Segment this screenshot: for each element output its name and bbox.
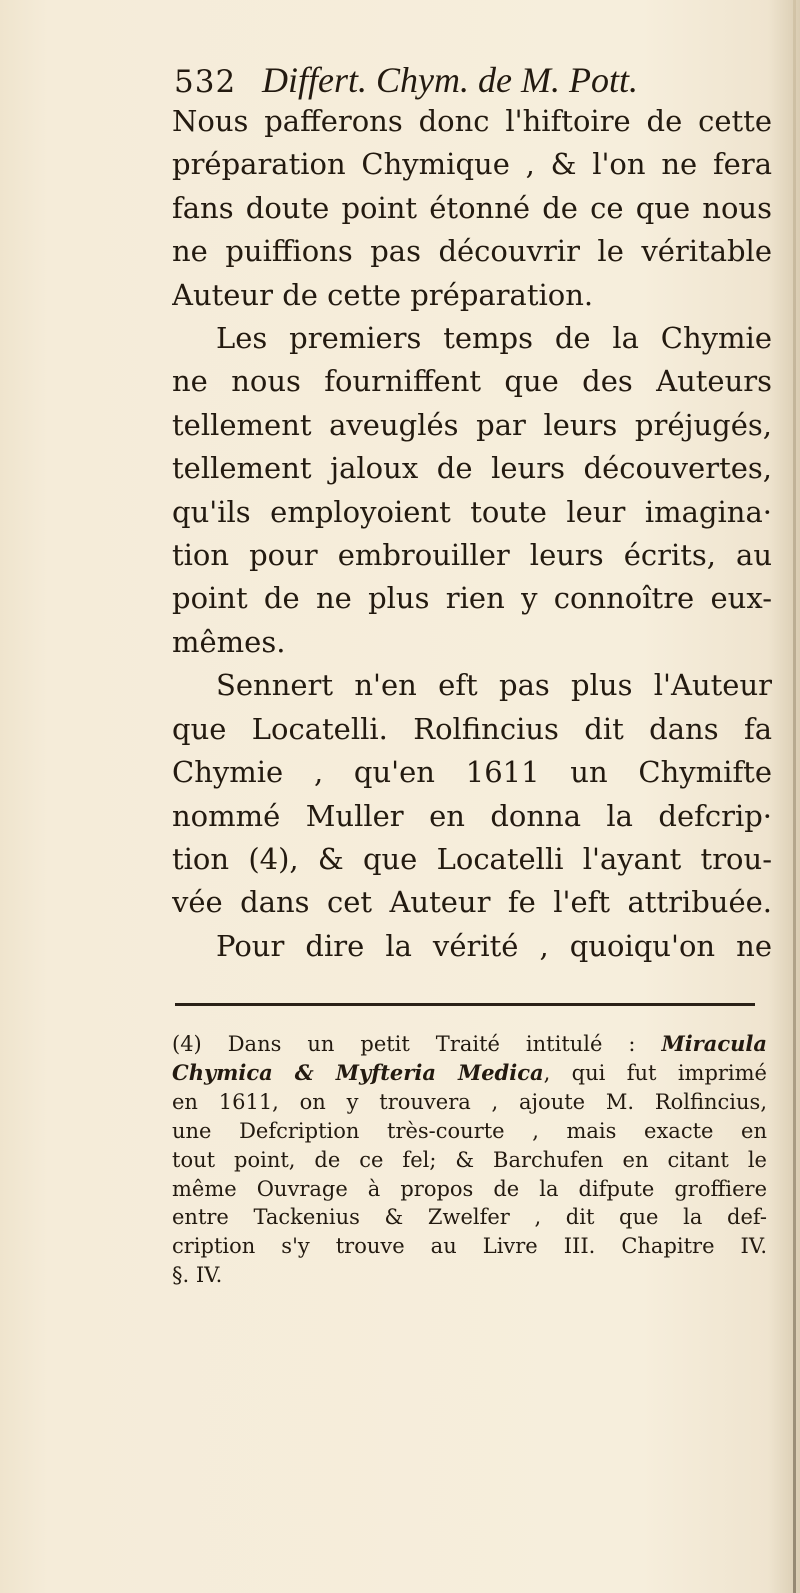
text-line: Sennert n'en eft pas plus l'Auteur — [216, 668, 772, 703]
footnote-rule — [175, 1003, 755, 1006]
text-line: que Locatelli. Rolfincius dit dans fa — [172, 711, 772, 746]
page-number: 532 — [174, 64, 237, 100]
footnote-line: §. IV. — [172, 1263, 223, 1288]
text-line: Les premiers temps de la Chymie — [216, 321, 772, 356]
text-line: tion pour embrouiller leurs écrits, au — [172, 538, 772, 573]
text-line: Nous pafferons donc l'hiftoire de cette — [172, 104, 772, 138]
footnote-line: (4) Dans un petit Traité intitulé : Miracula — [172, 1031, 767, 1056]
text-line: mêmes. — [172, 624, 286, 659]
text-line: ne nous fourniffent que des Auteurs — [172, 364, 772, 399]
footnote-line: tout point, de ce fel; & Barchufen en citant le — [172, 1147, 767, 1172]
text-line: ne puiffions pas découvrir le véritable — [172, 234, 772, 269]
footnote-line: entre Tackenius & Zwelfer , dit que la def- — [172, 1205, 767, 1230]
page-edge-shadow — [793, 0, 796, 1593]
running-header — [174, 60, 734, 102]
text-line: tion (4), & que Locatelli l'ayant trou- — [172, 841, 772, 876]
text-line: vée dans cet Auteur fe l'eft attribuée. — [172, 885, 772, 920]
main-text — [172, 100, 772, 968]
text-line: Auteur de cette préparation. — [172, 277, 594, 312]
text-line: Pour dire la vérité , quoiqu'on ne — [216, 928, 772, 963]
running-title: Differt. Chym. de M. Pott. — [262, 60, 638, 100]
footnote-line: même Ouvrage à propos de la difpute groffiere — [172, 1176, 767, 1201]
text-line: préparation Chymique , & l'on ne fera — [172, 147, 772, 182]
text-line: qu'ils employoient toute leur imagina· — [172, 494, 772, 529]
text-line: fans doute point étonné de ce que nous — [172, 190, 772, 225]
text-line: point de ne plus rien y connoître eux- — [172, 581, 772, 616]
text-line: Chymie , qu'en 1611 un Chymifte — [172, 755, 772, 790]
footnote-line: une Defcription très-courte , mais exacte en — [172, 1118, 767, 1143]
text-line: tellement aveuglés par leurs préjugés, — [172, 407, 772, 442]
text-line: nommé Muller en donna la defcrip· — [172, 798, 772, 833]
footnote-line: Chymica & Myfteria Medica, qui fut imprimé — [172, 1059, 767, 1085]
footnote-line: cription s'y trouve au Livre III. Chapitre IV. — [172, 1234, 767, 1259]
footnote-line: en 1611, on y trouvera , ajoute M. Rolfincius, — [172, 1089, 767, 1114]
text-line: tellement jaloux de leurs découvertes, — [172, 451, 772, 486]
footnote — [172, 1030, 767, 1290]
